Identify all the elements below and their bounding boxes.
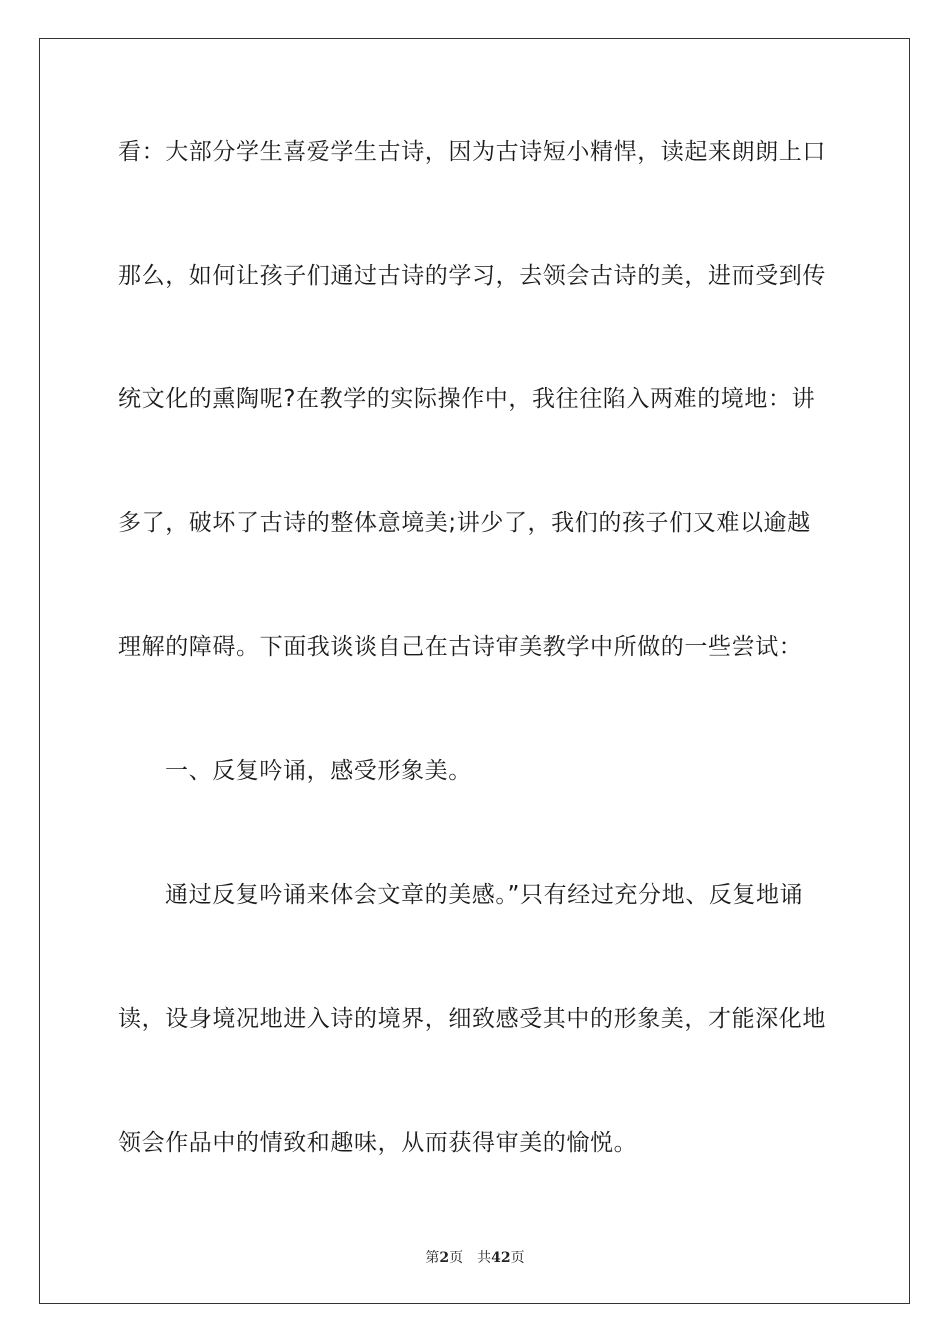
- paragraph-line: 读，设身境况地进入诗的境界，细致感受其中的形象美，才能深化地: [118, 1006, 826, 1032]
- total-pages: 42: [491, 1250, 511, 1266]
- paragraph-line: 领会作品中的情致和趣味，从而获得审美的愉悦。: [118, 1130, 638, 1156]
- section-heading: 一、反复吟诵，感受形象美。: [165, 758, 472, 784]
- page-number: 2: [439, 1250, 450, 1266]
- total-prefix: 共: [477, 1250, 492, 1266]
- page-footer: [0, 1247, 950, 1267]
- paragraph-line: 理解的障碍。下面我谈谈自己在古诗审美教学中所做的一些尝试：: [118, 634, 803, 660]
- paragraph-line: 那么，如何让孩子们通过古诗的学习，去领会古诗的美，进而受到传: [118, 263, 826, 289]
- paragraph-line: 看：大部分学生喜爱学生古诗，因为古诗短小精悍，读起来朗朗上口: [118, 139, 826, 165]
- page-prefix: 第: [425, 1250, 440, 1266]
- paragraph-line: 多了，破坏了古诗的整体意境美;讲少了，我们的孩子们又难以逾越: [118, 510, 811, 536]
- paragraph-line: 通过反复吟诵来体会文章的美感。”只有经过充分地、反复地诵: [165, 882, 804, 908]
- page-suffix: 页: [449, 1250, 464, 1266]
- paragraph-line: 统文化的熏陶呢?在教学的实际操作中，我往往陷入两难的境地：讲: [118, 386, 816, 412]
- page-border: [39, 38, 910, 1304]
- total-suffix: 页: [510, 1250, 525, 1266]
